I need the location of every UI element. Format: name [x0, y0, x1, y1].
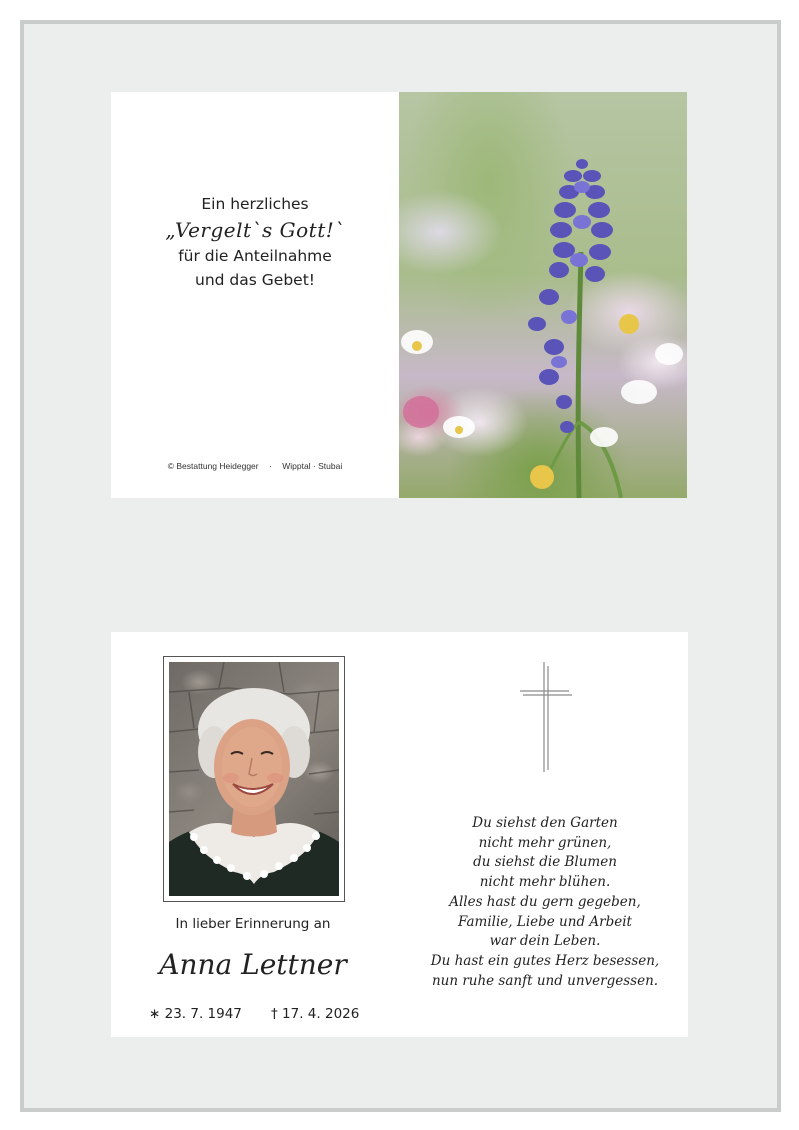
portrait-illustration — [169, 662, 339, 896]
poem-line: Du hast ein gutes Herz besessen, — [430, 952, 660, 969]
imprint-region: Wipptal · Stubai — [282, 461, 343, 471]
poem-line: nicht mehr blühen. — [479, 874, 611, 891]
flower-illustration — [399, 92, 687, 498]
imprint — [111, 461, 399, 471]
thanks-card — [111, 92, 687, 498]
thanks-line-4: und das Gebet! — [195, 271, 315, 289]
poem — [413, 814, 677, 991]
imprint-company: © Bestattung Heidegger — [167, 461, 259, 471]
thanks-line-3: für die Anteilnahme — [178, 247, 332, 265]
poem-line: nicht mehr grünen, — [478, 834, 612, 851]
memorial-card — [111, 632, 688, 1037]
poem-line: Alles hast du gern gegeben, — [449, 893, 641, 910]
imprint-separator: · — [269, 461, 272, 471]
poem-line: Du siehst den Garten — [472, 815, 618, 831]
memory-label: In lieber Erinnerung an — [175, 916, 331, 932]
thanks-text — [111, 192, 399, 292]
poem-line: du siehst die Blumen — [473, 854, 617, 871]
death-date: † 17. 4. 2026 — [271, 1006, 360, 1022]
poem-line: Familie, Liebe und Arbeit — [458, 913, 632, 930]
deceased-name: Anna Lettner — [159, 948, 347, 981]
portrait-photo — [169, 662, 339, 896]
poem-line: nun ruhe sanft und unvergessen. — [431, 972, 659, 989]
portrait-frame — [163, 656, 345, 902]
cross-icon — [519, 662, 573, 772]
thanks-line-1: Ein herzliches — [201, 195, 309, 213]
birth-date: ∗ 23. 7. 1947 — [149, 1006, 242, 1022]
flower-meadow-photo — [399, 92, 687, 498]
thanks-line-2: „Vergelt`s Gott!` — [165, 218, 345, 242]
poem-line: war dein Leben. — [489, 933, 601, 950]
